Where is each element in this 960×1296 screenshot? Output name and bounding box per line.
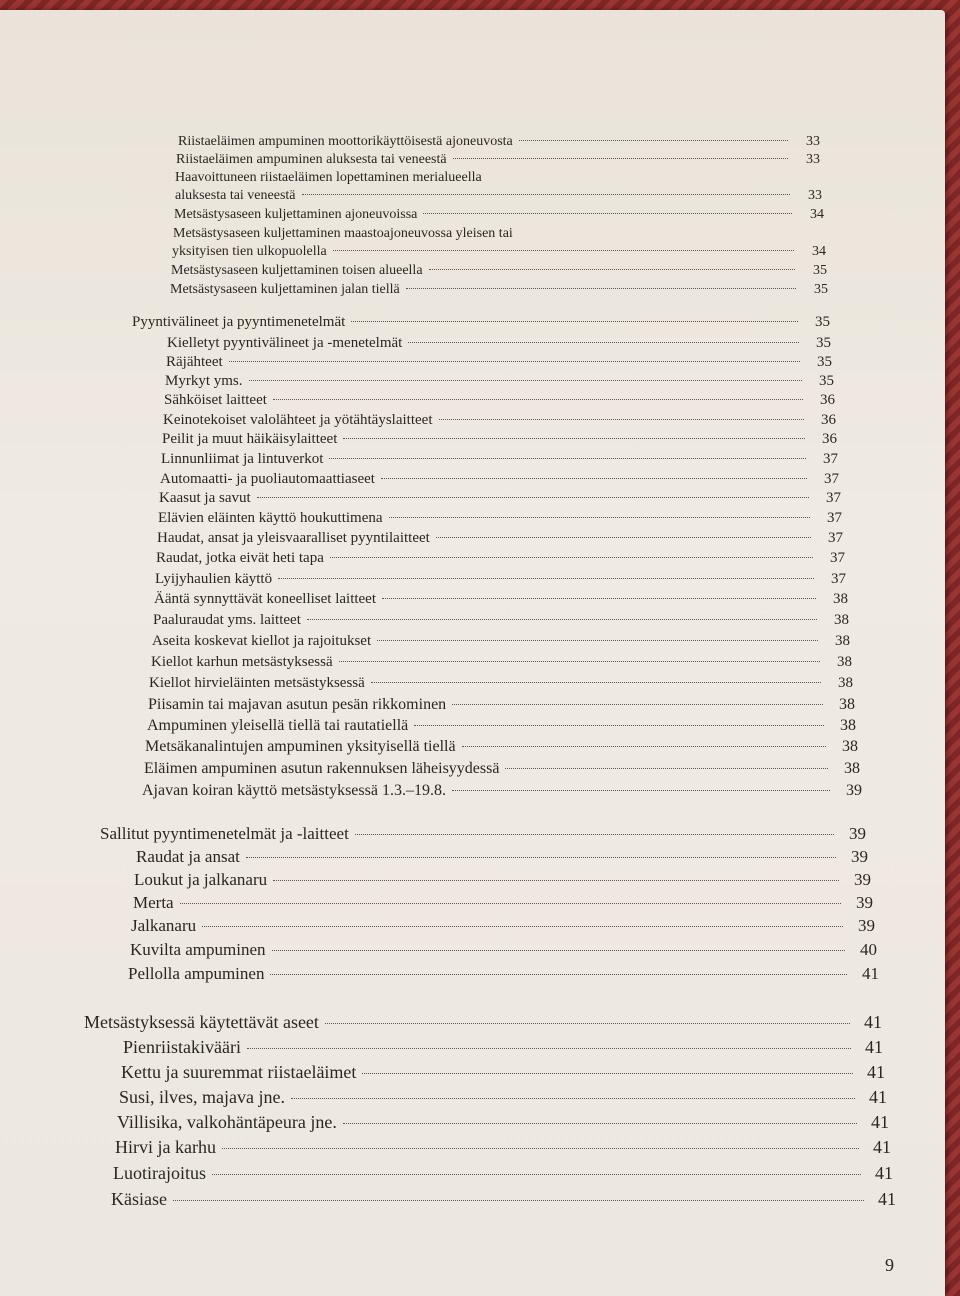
toc-entry xyxy=(173,226,823,242)
leader-dots xyxy=(414,725,824,726)
leader-dots xyxy=(329,458,806,459)
leader-dots xyxy=(272,950,845,951)
toc-entry-title: Käsiase xyxy=(111,1189,167,1209)
toc-entry xyxy=(159,490,841,507)
toc-entry-page: 41 xyxy=(873,1137,891,1157)
toc-entry-page: 38 xyxy=(839,696,855,713)
toc-entry-page: 34 xyxy=(812,244,826,259)
toc-entry-page: 38 xyxy=(834,612,849,628)
toc-entry xyxy=(130,940,877,960)
toc-entry-page: 41 xyxy=(869,1087,887,1107)
leader-dots xyxy=(270,974,847,975)
toc-entry xyxy=(176,152,820,168)
leader-dots xyxy=(339,661,820,662)
leader-dots xyxy=(302,194,790,195)
toc-entry-page: 37 xyxy=(824,471,839,487)
toc-heading-title: Metsästyksessä käytettävät aseet xyxy=(84,1012,319,1032)
toc-entry-page: 36 xyxy=(820,392,835,408)
toc-entry xyxy=(153,612,849,629)
leader-dots xyxy=(273,880,839,881)
toc-entry-title: Metsäkanalintujen ampuminen yksityisellä tiellä xyxy=(145,738,456,755)
leader-dots xyxy=(343,438,805,439)
toc-entry xyxy=(172,244,826,260)
toc-entry xyxy=(155,571,846,588)
toc-entry-page: 37 xyxy=(826,490,841,506)
toc-entry xyxy=(149,675,853,692)
toc-entry-title: Villisika, valkohäntäpeura jne. xyxy=(117,1112,337,1132)
toc-entry xyxy=(174,207,824,223)
toc-entry xyxy=(171,263,827,279)
toc-entry-title: Raudat, jotka eivät heti tapa xyxy=(156,550,324,566)
toc-entry-title: Loukut ja jalkanaru xyxy=(134,870,268,889)
toc-entry-title: aluksesta tai veneestä xyxy=(175,188,296,203)
toc-entry-page: 35 xyxy=(817,354,832,370)
toc-entry xyxy=(158,510,842,527)
toc-entry-page: 39 xyxy=(856,893,873,912)
leader-dots xyxy=(351,321,798,322)
toc-entry xyxy=(131,916,875,936)
toc-entry xyxy=(142,782,862,800)
leader-dots xyxy=(330,557,813,558)
toc-entry-page: 41 xyxy=(862,964,879,983)
leader-dots xyxy=(462,746,826,747)
leader-dots xyxy=(249,380,802,381)
toc-entry-page: 41 xyxy=(878,1189,896,1209)
leader-dots xyxy=(355,834,834,835)
toc-entry-page: 37 xyxy=(828,530,843,546)
toc-entry xyxy=(136,847,868,867)
leader-dots xyxy=(377,640,818,641)
leader-dots xyxy=(436,537,811,538)
toc-entry-page: 39 xyxy=(846,782,862,799)
toc-entry xyxy=(133,893,873,913)
toc-entry xyxy=(115,1137,891,1158)
toc-entry xyxy=(144,760,860,778)
leader-dots xyxy=(257,497,809,498)
toc-entry-title: Keinotekoiset valolähteet ja yötähtäyslaitteet xyxy=(163,412,433,428)
toc-entry xyxy=(156,550,845,567)
toc-entry-title: Hirvi ja karhu xyxy=(115,1137,216,1157)
leader-dots xyxy=(362,1073,853,1074)
toc-entry-title: Kuvilta ampuminen xyxy=(130,940,266,959)
toc-entry-title: Pienriistakivääri xyxy=(123,1037,241,1057)
toc-entry xyxy=(162,431,837,448)
toc-entry-page: 35 xyxy=(816,335,831,351)
toc-entry-page: 37 xyxy=(830,550,845,566)
toc-entry xyxy=(167,335,831,352)
leader-dots xyxy=(519,140,788,141)
toc-section-heading xyxy=(100,824,866,844)
toc-entry xyxy=(134,870,871,890)
toc-entry-page: 33 xyxy=(806,152,820,167)
leader-dots xyxy=(325,1023,850,1024)
toc-entry-title: Eläimen ampuminen asutun rakennuksen läheisyydessä xyxy=(144,760,500,777)
toc-entry-title: Piisamin tai majavan asutun pesän rikkominen xyxy=(148,696,447,713)
toc-entry-title: yksityisen tien ulkopuolella xyxy=(172,244,327,259)
leader-dots xyxy=(439,419,805,420)
toc-heading-page: 35 xyxy=(815,314,830,330)
toc-entry xyxy=(170,282,828,298)
toc-entry-page: 38 xyxy=(844,760,860,777)
toc-entry-title: Elävien eläinten käyttö houkuttimena xyxy=(158,510,383,526)
toc-entry-title: Raudat ja ansat xyxy=(136,847,240,866)
leader-dots xyxy=(423,213,792,214)
toc-entry-page: 38 xyxy=(833,591,848,607)
toc-entry xyxy=(117,1112,889,1133)
toc-entry-title: Merta xyxy=(133,893,174,912)
leader-dots xyxy=(408,342,799,343)
leader-dots xyxy=(247,1048,851,1049)
toc-entry xyxy=(163,412,836,429)
toc-entry-title: Kaasut ja savut xyxy=(159,490,251,506)
toc-entry-title: Ampuminen yleisellä tiellä tai rautatiellä xyxy=(147,717,409,734)
toc-entry-page: 36 xyxy=(822,431,837,447)
leader-dots xyxy=(389,517,810,518)
toc-entry-title: Susi, ilves, majava jne. xyxy=(119,1087,285,1107)
toc-entry xyxy=(121,1062,885,1083)
leader-dots xyxy=(333,250,794,251)
toc-entry xyxy=(128,964,879,984)
leader-dots xyxy=(452,790,830,791)
toc-entry-title: Räjähteet xyxy=(166,354,223,370)
toc-section-heading xyxy=(84,1012,882,1033)
page-number: 9 xyxy=(885,1255,894,1275)
toc-entry xyxy=(113,1163,893,1184)
leader-dots xyxy=(291,1098,855,1099)
toc-entry xyxy=(147,717,856,735)
leader-dots xyxy=(229,361,800,362)
leader-dots xyxy=(246,857,836,858)
toc-entry xyxy=(166,354,832,371)
toc-heading-page: 41 xyxy=(864,1012,882,1032)
toc-entry xyxy=(119,1087,887,1108)
toc-entry-title: Kielletyt pyyntivälineet ja -menetelmät xyxy=(167,335,403,351)
toc-entry xyxy=(111,1189,896,1210)
toc-entry xyxy=(151,654,852,671)
toc-entry-page: 41 xyxy=(875,1163,893,1183)
toc-entry-page: 38 xyxy=(837,654,852,670)
toc-entry xyxy=(164,392,835,409)
toc-entry-page: 39 xyxy=(858,916,875,935)
toc-heading-title: Sallitut pyyntimenetelmät ja -laitteet xyxy=(100,824,349,843)
toc-entry-title: Metsästysaseen kuljettaminen ajoneuvoissa xyxy=(174,207,418,222)
toc-entry xyxy=(165,373,834,390)
toc-entry-title: Riistaeläimen ampuminen moottorikäyttöisestä ajoneuvosta xyxy=(178,134,513,149)
toc-entry xyxy=(160,471,839,488)
toc-entry-page: 37 xyxy=(827,510,842,526)
toc-entry-page: 35 xyxy=(814,282,828,297)
toc-entry-title: Haavoittuneen riistaeläimen lopettaminen merialueella xyxy=(175,170,482,185)
toc-entry xyxy=(175,170,820,186)
toc-entry-title: Ääntä synnyttävät koneelliset laitteet xyxy=(154,591,377,607)
toc-entry-page: 40 xyxy=(860,940,877,959)
leader-dots xyxy=(273,399,803,400)
leader-dots xyxy=(371,682,821,683)
toc-entry xyxy=(157,530,843,547)
toc-entry xyxy=(148,696,855,714)
toc-entry xyxy=(123,1037,883,1058)
toc-entry-title: Kettu ja suuremmat riistaeläimet xyxy=(121,1062,357,1082)
leader-dots xyxy=(453,158,788,159)
leader-dots xyxy=(212,1174,861,1175)
leader-dots xyxy=(202,926,843,927)
toc-entry-page: 41 xyxy=(871,1112,889,1132)
toc-entry-title: Linnunliimat ja lintuverkot xyxy=(161,451,324,467)
toc-heading-page: 39 xyxy=(849,824,866,843)
toc-entry-title: Metsästysaseen kuljettaminen jalan tiellä xyxy=(170,282,400,297)
toc-entry-page: 37 xyxy=(823,451,838,467)
toc-entry-page: 38 xyxy=(840,717,856,734)
toc-entry-title: Ajavan koiran käyttö metsästyksessä 1.3.–19.8. xyxy=(142,782,446,799)
toc-entry xyxy=(145,738,858,756)
toc-entry-page: 34 xyxy=(810,207,824,222)
toc-entry-page: 38 xyxy=(842,738,858,755)
leader-dots xyxy=(343,1123,857,1124)
toc-entry xyxy=(154,591,848,608)
toc-entry-title: Pellolla ampuminen xyxy=(128,964,265,983)
toc-entry-title: Riistaeläimen ampuminen aluksesta tai veneestä xyxy=(176,152,447,167)
toc-entry-title: Sähköiset laitteet xyxy=(164,392,267,408)
leader-dots xyxy=(180,903,841,904)
leader-dots xyxy=(505,768,828,769)
leader-dots xyxy=(381,478,807,479)
toc-entry-page: 41 xyxy=(865,1037,883,1057)
toc-entry-title: Kiellot hirvieläinten metsästyksessä xyxy=(149,675,365,691)
toc-entry xyxy=(175,188,822,204)
leader-dots xyxy=(278,578,814,579)
leader-dots xyxy=(222,1148,859,1149)
leader-dots xyxy=(429,269,795,270)
toc-section-heading xyxy=(132,314,830,331)
toc-entry-page: 37 xyxy=(831,571,846,587)
toc-entry-page: 33 xyxy=(808,188,822,203)
toc-entry-title: Haudat, ansat ja yleisvaaralliset pyyntilaitteet xyxy=(157,530,430,546)
toc-entry-page: 33 xyxy=(806,134,820,149)
toc-entry-page: 39 xyxy=(851,847,868,866)
toc-entry-page: 41 xyxy=(867,1062,885,1082)
toc-entry-title: Metsästysaseen kuljettaminen maastoajoneuvossa yleisen tai xyxy=(173,226,513,241)
toc-entry-page: 38 xyxy=(835,633,850,649)
toc-entry xyxy=(161,451,838,468)
leader-dots xyxy=(452,704,823,705)
toc-entry-title: Myrkyt yms. xyxy=(165,373,243,389)
toc-entry-title: Peilit ja muut häikäisylaitteet xyxy=(162,431,338,447)
leader-dots xyxy=(382,598,816,599)
toc-entry-page: 35 xyxy=(819,373,834,389)
toc-entry-title: Metsästysaseen kuljettaminen toisen alueella xyxy=(171,263,423,278)
toc-entry-title: Luotirajoitus xyxy=(113,1163,206,1183)
toc-entry-title: Paaluraudat yms. laitteet xyxy=(153,612,301,628)
toc-entry-title: Automaatti- ja puoliautomaattiaseet xyxy=(160,471,375,487)
toc-entry-page: 35 xyxy=(813,263,827,278)
toc-entry-title: Kiellot karhun metsästyksessä xyxy=(151,654,333,670)
toc-entry-page: 38 xyxy=(838,675,853,691)
leader-dots xyxy=(173,1200,864,1201)
toc-entry-title: Jalkanaru xyxy=(131,916,197,935)
toc-entry-page: 36 xyxy=(821,412,836,428)
leader-dots xyxy=(406,288,796,289)
toc-entry-title: Aseita koskevat kiellot ja rajoitukset xyxy=(152,633,372,649)
leader-dots xyxy=(307,619,817,620)
toc-entry xyxy=(152,633,850,650)
toc-entry-page: 39 xyxy=(854,870,871,889)
toc-entry-title: Lyijyhaulien käyttö xyxy=(155,571,273,587)
toc-heading-title: Pyyntivälineet ja pyyntimenetelmät xyxy=(132,314,346,330)
toc-entry xyxy=(178,134,820,150)
